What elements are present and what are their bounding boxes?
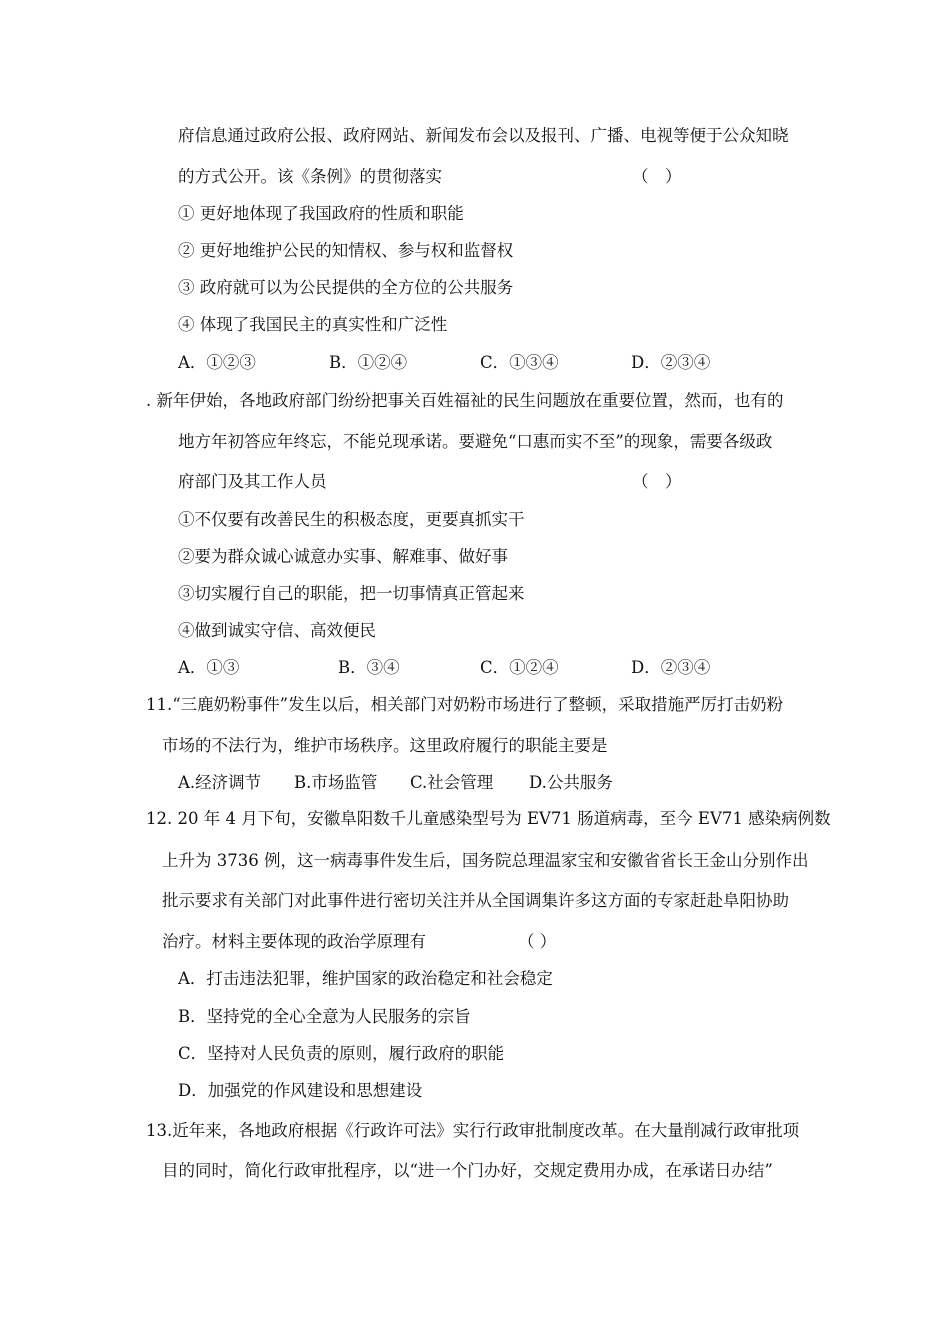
option-b: B．①②④ <box>329 353 408 372</box>
statement-item: ① 更好地体现了我国政府的性质和职能 <box>178 204 464 223</box>
option-a: A.经济调节 <box>178 773 262 792</box>
question-text-line: 12. 20 年 4 月下旬，安徽阜阳数千儿童感染型号为 EV71 肠道病毒，至今 EV71 感染病例数 <box>146 809 831 828</box>
option-c: C．坚持对人民负责的原则，履行政府的职能 <box>178 1044 505 1063</box>
question-text-line: 府部门及其工作人员 <box>178 472 327 491</box>
question-text-line: 地方年初答应年终忘，不能兑现承诺。要避免“口惠而实不至”的现象，需要各级政 <box>178 432 773 451</box>
question-text-line: 11.“三鹿奶粉事件”发生以后，相关部门对奶粉市场进行了整顿，采取措施严厉打击奶粉 <box>146 695 784 714</box>
answer-parentheses: （ ） <box>632 472 682 491</box>
statement-item: ④ 体现了我国民主的真实性和广泛性 <box>178 315 448 334</box>
statement-item: ①不仅要有改善民生的积极态度，更要真抓实干 <box>178 510 525 529</box>
option-a: A．①③ <box>178 658 240 677</box>
option-b: B．③④ <box>338 658 400 677</box>
statement-item: ② 更好地维护公民的知情权、参与权和监督权 <box>178 241 514 260</box>
question-text-line: 府信息通过政府公报、政府网站、新闻发布会以及报刊、广播、电视等便于公众知晓 <box>178 126 789 145</box>
question-text-line: 市场的不法行为，维护市场秩序。这里政府履行的职能主要是 <box>162 736 608 755</box>
statement-item: ②要为群众诚心诚意办实事、解难事、做好事 <box>178 547 508 566</box>
answer-parentheses: （ ） <box>518 932 557 951</box>
option-b: B.市场监管 <box>294 773 378 792</box>
statement-item: ③切实履行自己的职能，把一切事情真正管起来 <box>178 584 525 603</box>
statement-item: ④做到诚实守信、高效便民 <box>178 621 376 640</box>
question-text-line: . 新年伊始，各地政府部门纷纷把事关百姓福祉的民生问题放在重要位置，然而，也有的 <box>146 391 784 410</box>
answer-parentheses: （ ） <box>632 167 682 186</box>
option-a: A．①②③ <box>178 353 256 372</box>
question-text-line: 目的同时，简化行政审批程序，以“进一个门办好，交规定费用办成，在承诺日办结” <box>162 1161 773 1180</box>
option-d: D．②③④ <box>631 658 711 677</box>
statement-item: ③ 政府就可以为公民提供的全方位的公共服务 <box>178 278 514 297</box>
question-text-line: 治疗。材料主要体现的政治学原理有 <box>162 932 426 951</box>
question-text-line: 批示要求有关部门对此事件进行密切关注并从全国调集许多这方面的专家赶赴阜阳协助 <box>162 891 789 910</box>
question-text-line: 13.近年来，各地政府根据《行政许可法》实行行政审批制度改革。在大量削减行政审批项 <box>146 1121 800 1140</box>
option-b: B．坚持党的全心全意为人民服务的宗旨 <box>178 1007 471 1026</box>
option-a: A．打击违法犯罪，维护国家的政治稳定和社会稳定 <box>178 969 553 988</box>
option-d: D．②③④ <box>631 353 711 372</box>
question-text-line: 的方式公开。该《条例》的贯彻落实 <box>178 167 442 186</box>
option-c: C．①②④ <box>480 658 559 677</box>
option-c: C.社会管理 <box>410 773 494 792</box>
option-d: D.公共服务 <box>529 773 613 792</box>
option-d: D．加强党的作风建设和思想建设 <box>178 1081 423 1100</box>
question-text-line: 上升为 3736 例，这一病毒事件发生后，国务院总理温家宝和安徽省省长王金山分别作出 <box>162 851 809 870</box>
option-c: C．①③④ <box>480 353 559 372</box>
